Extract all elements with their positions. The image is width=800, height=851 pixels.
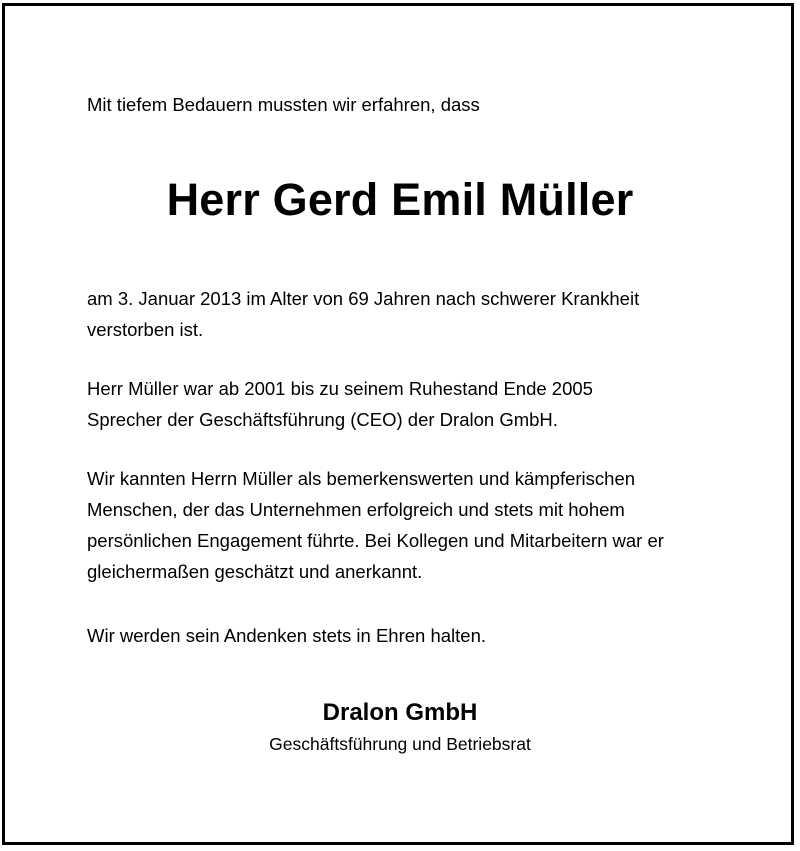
deceased-name-heading: Herr Gerd Emil Müller: [166, 174, 634, 225]
paragraph-line: gleichermaßen geschätzt und anerkannt.: [87, 561, 423, 582]
paragraph-line: persönlichen Engagement führte. Bei Kollegen und Mitarbeitern war er: [87, 530, 664, 551]
paragraph-line: Menschen, der das Unternehmen erfolgreich und stets mit hohem: [87, 499, 625, 520]
signature-company: Dralon GmbH: [322, 699, 478, 726]
paragraph-line: Herr Müller war ab 2001 bis zu seinem Ruhestand Ende 2005: [87, 378, 593, 399]
paragraph-death-date: [87, 283, 767, 345]
paragraph-line: Sprecher der Geschäftsführung (CEO) der Dralon GmbH.: [87, 409, 558, 430]
intro-text: Mit tiefem Bedauern mussten wir erfahren, dass: [87, 94, 480, 115]
paragraph-career: [87, 373, 767, 435]
paragraph-line: verstorben ist.: [87, 319, 204, 340]
paragraph-line: Wir kannten Herrn Müller als bemerkenswerten und kämpferischen: [87, 468, 636, 489]
paragraph-tribute: [87, 463, 767, 587]
paragraph-line: am 3. Januar 2013 im Alter von 69 Jahren nach schwerer Krankheit: [87, 288, 640, 309]
signature-block: [0, 697, 800, 757]
paragraph-closing: [87, 620, 767, 651]
paragraph-line: Wir werden sein Andenken stets in Ehren halten.: [87, 625, 487, 646]
signature-subline: Geschäftsführung und Betriebsrat: [269, 734, 531, 754]
